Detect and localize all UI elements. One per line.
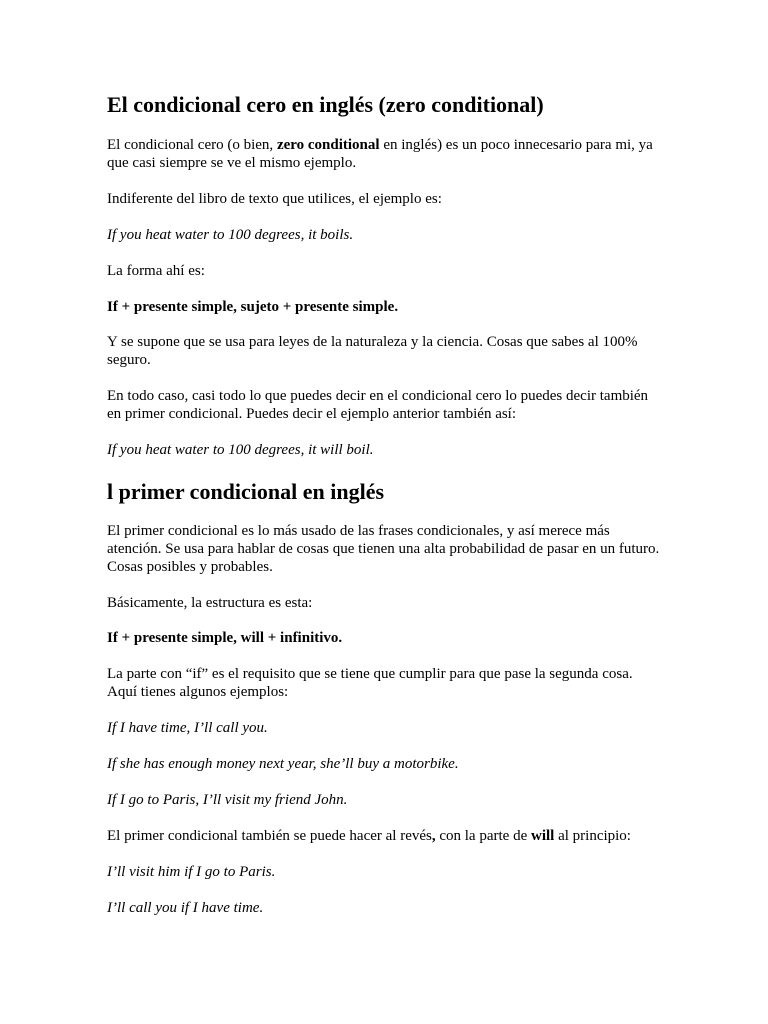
bold-comma: ,	[431, 828, 436, 844]
example-sentence: If you heat water to 100 degrees, it will boil.	[107, 442, 374, 458]
paragraph-structure: Básicamente, la estructura es esta:	[107, 595, 313, 611]
paragraph-line: atención. Se usa para hablar de cosas que tienen una alta probabilidad de pasar en un futuro.	[107, 541, 660, 557]
paragraph-line: La parte con “if” es el requisito que se tiene que cumplir para que pase la segunda cosa.	[107, 666, 633, 682]
example-sentence: If you heat water to 100 degrees, it boils.	[107, 227, 354, 243]
example-sentence: If I go to Paris, I’ll visit my friend John.	[107, 792, 348, 808]
paragraph-textbook: Indiferente del libro de texto que utilices, el ejemplo es:	[107, 191, 442, 207]
paragraph-line	[107, 136, 667, 154]
heading-zero-conditional: El condicional cero en inglés (zero conditional)	[107, 92, 544, 117]
paragraph-line: Cosas posibles y probables.	[107, 559, 273, 575]
paragraph-zero-intro	[107, 136, 667, 172]
example-sentence: If she has enough money next year, she’ll buy a motorbike.	[107, 756, 459, 772]
bold-term: zero conditional	[276, 137, 380, 153]
example-sentence: I’ll call you if I have time.	[107, 900, 264, 916]
text-run: con la parte de	[435, 828, 531, 844]
paragraph-form: La forma ahí es:	[107, 263, 205, 279]
paragraph-line: En todo caso, casi todo lo que puedes decir en el condicional cero lo puedes decir también	[107, 388, 649, 404]
bold-term: will	[530, 828, 555, 844]
paragraph-line	[107, 827, 667, 845]
text-run: El condicional cero (o bien,	[107, 137, 277, 153]
text-run: en inglés) es un poco innecesario para mi, ya	[379, 137, 653, 153]
paragraph-first-intro	[107, 522, 667, 576]
formula-first-conditional: If + presente simple, will + infinitivo.	[107, 630, 343, 646]
paragraph-first-conditional-alt	[107, 387, 667, 423]
example-sentence: If I have time, I’ll call you.	[107, 720, 268, 736]
paragraph-if-requirement	[107, 665, 667, 701]
formula-zero-conditional: If + presente simple, sujeto + presente simple.	[107, 299, 399, 315]
paragraph-line: Y se supone que se usa para leyes de la naturaleza y la ciencia. Cosas que sabes al 100%	[107, 334, 638, 350]
example-sentence: I’ll visit him if I go to Paris.	[107, 864, 276, 880]
paragraph-laws-of-nature	[107, 333, 667, 369]
text-run: El primer condicional también se puede hacer al revés	[107, 828, 432, 844]
paragraph-line: Aquí tienes algunos ejemplos:	[107, 684, 289, 700]
paragraph-line: El primer condicional es lo más usado de las frases condicionales, y así merece más	[107, 523, 610, 539]
paragraph-line: que casi siempre se ve el mismo ejemplo.	[107, 155, 357, 171]
text-run: al principio:	[554, 828, 631, 844]
paragraph-line: en primer condicional. Puedes decir el ejemplo anterior también así:	[107, 406, 517, 422]
paragraph-reversed	[107, 827, 667, 845]
heading-first-conditional: l primer condicional en inglés	[107, 479, 385, 504]
paragraph-line: seguro.	[107, 352, 151, 368]
